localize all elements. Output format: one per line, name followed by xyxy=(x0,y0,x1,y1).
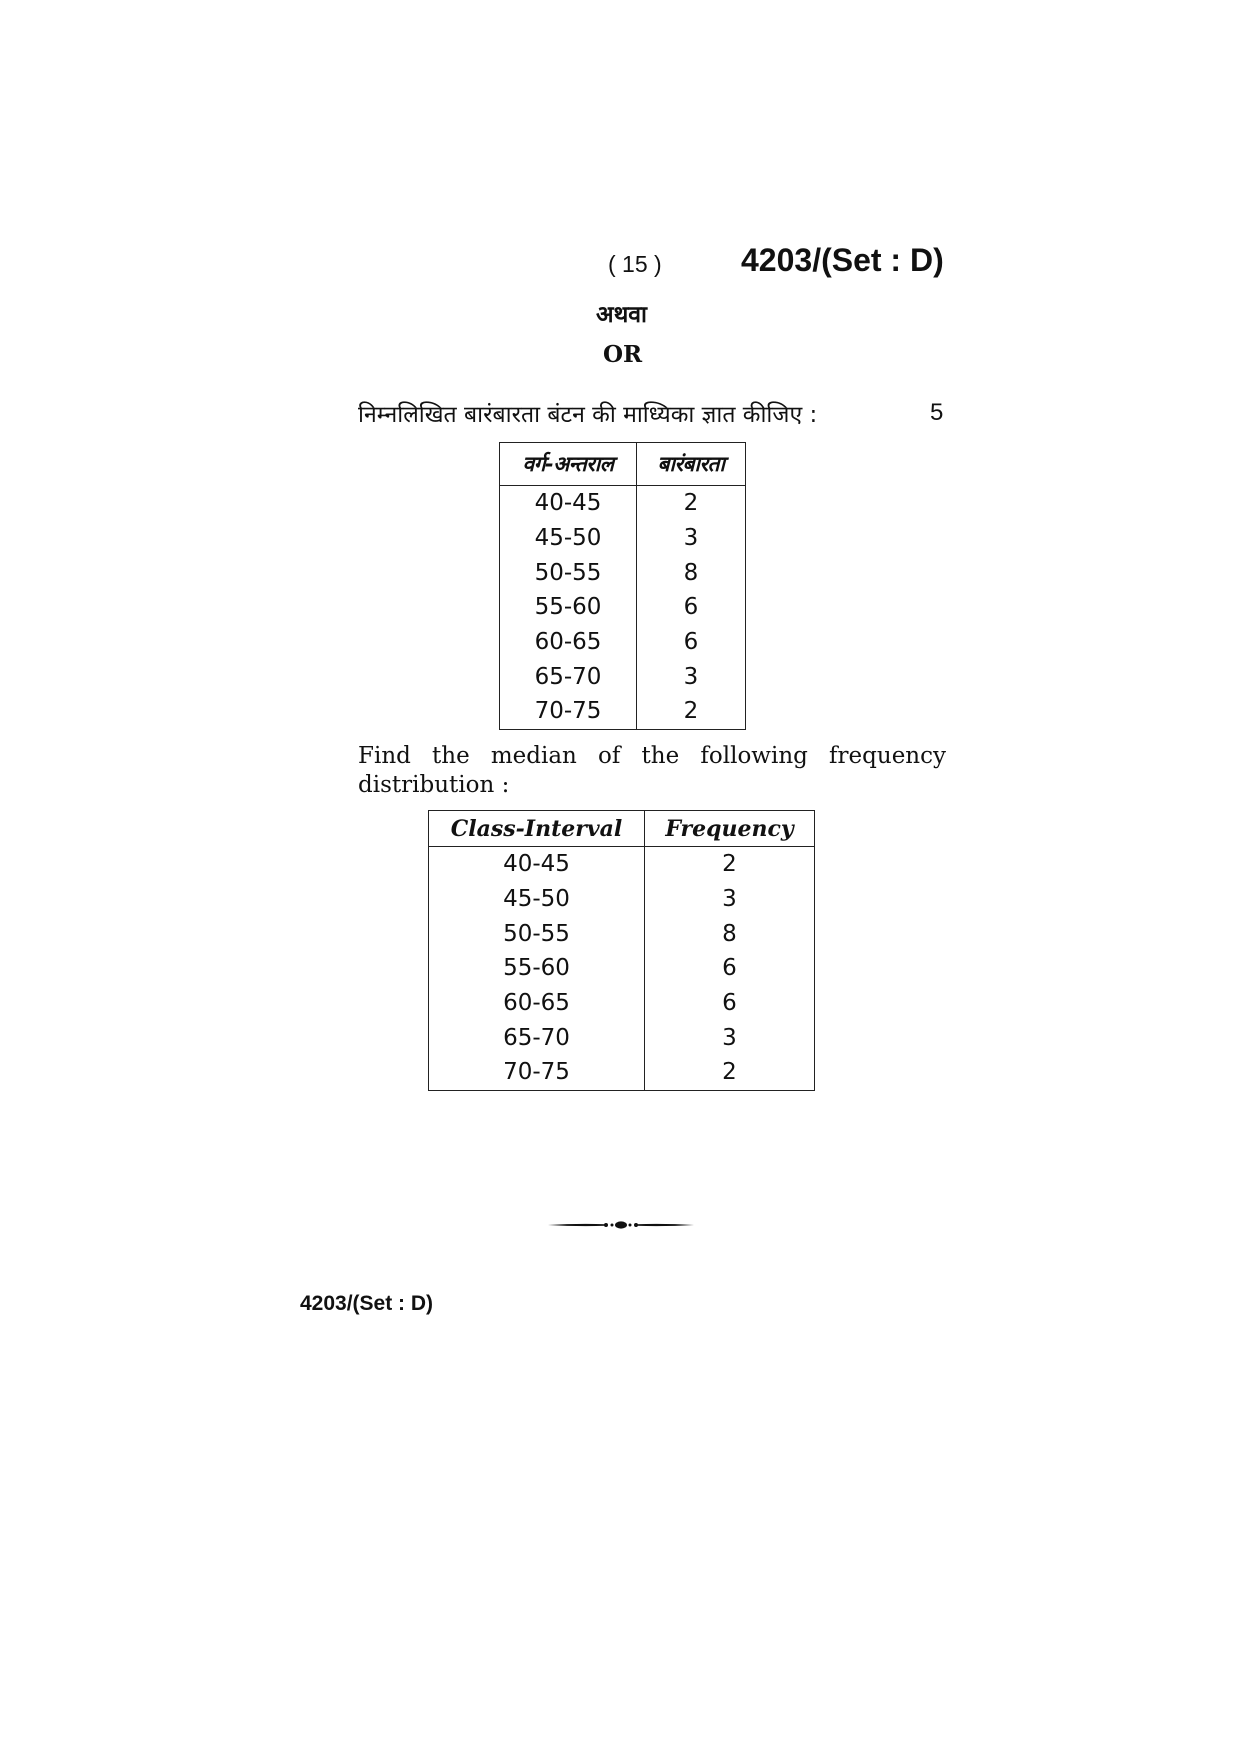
class-interval-cell: 60-65 xyxy=(429,986,645,1021)
header-class-interval: Class-Interval xyxy=(429,811,645,847)
frequency-cell: 3 xyxy=(637,659,746,694)
class-interval-cell: 65-70 xyxy=(500,659,637,694)
frequency-cell: 2 xyxy=(645,1055,815,1090)
frequency-cell: 3 xyxy=(645,882,815,917)
frequency-cell: 8 xyxy=(645,916,815,951)
or-divider-english: OR xyxy=(603,341,643,368)
class-interval-cell: 45-50 xyxy=(429,882,645,917)
frequency-table-hindi xyxy=(499,442,746,730)
frequency-cell: 2 xyxy=(637,694,746,729)
frequency-cell: 2 xyxy=(637,486,746,521)
table-row xyxy=(429,916,815,951)
frequency-cell: 3 xyxy=(637,521,746,556)
table-row xyxy=(429,882,815,917)
frequency-table-english xyxy=(428,810,815,1091)
table-row xyxy=(500,521,746,556)
class-interval-cell: 50-55 xyxy=(429,916,645,951)
class-interval-cell: 60-65 xyxy=(500,625,637,660)
class-interval-cell: 55-60 xyxy=(500,590,637,625)
question-text-english: Find the median of the following frequency distribution : xyxy=(358,743,946,798)
class-interval-cell: 40-45 xyxy=(500,486,637,521)
page-number: ( 15 ) xyxy=(608,251,662,277)
class-interval-cell: 65-70 xyxy=(429,1020,645,1055)
table-row xyxy=(500,694,746,729)
table-row xyxy=(429,1055,815,1090)
frequency-cell: 6 xyxy=(645,986,815,1021)
header-frequency: Frequency xyxy=(645,811,815,847)
table-row xyxy=(429,951,815,986)
table-row xyxy=(500,659,746,694)
paper-code-footer: 4203/(Set : D) xyxy=(300,1292,434,1315)
header-class-interval: वर्ग-अन्तराल xyxy=(500,443,637,486)
or-divider-hindi: अथवा xyxy=(596,302,648,328)
table-row xyxy=(500,590,746,625)
class-interval-cell: 70-75 xyxy=(500,694,637,729)
class-interval-cell: 40-45 xyxy=(429,847,645,882)
frequency-cell: 3 xyxy=(645,1020,815,1055)
question-text-hindi: निम्नलिखित बारंबारता बंटन की माध्यिका ज्ञात कीजिए : xyxy=(358,402,818,428)
table-row xyxy=(429,847,815,882)
table-row xyxy=(429,986,815,1021)
table-row xyxy=(500,486,746,521)
frequency-cell: 6 xyxy=(637,590,746,625)
frequency-cell: 6 xyxy=(637,625,746,660)
table-row xyxy=(500,625,746,660)
class-interval-cell: 50-55 xyxy=(500,555,637,590)
question-marks: 5 xyxy=(930,399,944,426)
frequency-cell: 8 xyxy=(637,555,746,590)
frequency-cell: 6 xyxy=(645,951,815,986)
class-interval-cell: 70-75 xyxy=(429,1055,645,1090)
class-interval-cell: 45-50 xyxy=(500,521,637,556)
header-frequency: बारंबारता xyxy=(637,443,746,486)
table-row xyxy=(429,1020,815,1055)
table-row xyxy=(500,555,746,590)
paper-code-header: 4203/(Set : D) xyxy=(741,242,944,278)
frequency-cell: 2 xyxy=(645,847,815,882)
class-interval-cell: 55-60 xyxy=(429,951,645,986)
end-ornament-icon xyxy=(548,1218,694,1232)
